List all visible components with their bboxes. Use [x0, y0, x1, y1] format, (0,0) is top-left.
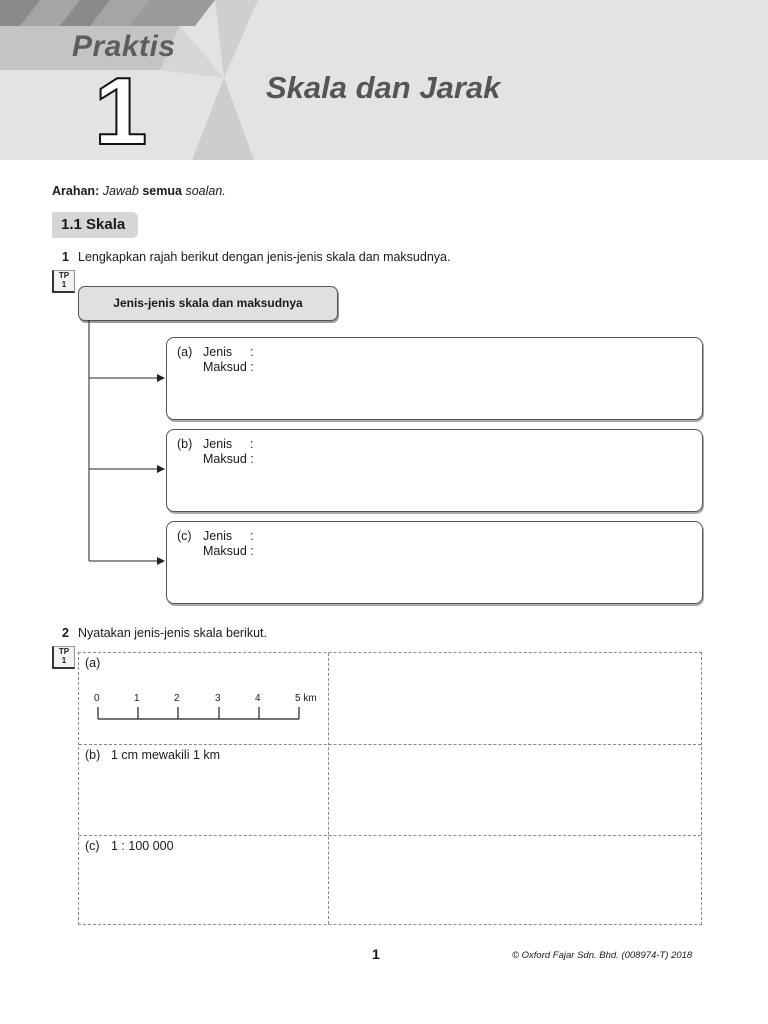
- jenis-label: Jenis: [203, 437, 233, 451]
- tp-badge-1: [52, 270, 75, 293]
- answer-box-label: (b): [177, 437, 193, 451]
- row-label-b: (b): [85, 748, 101, 762]
- answer-box-b[interactable]: [166, 429, 703, 512]
- row-value-b: 1 cm mewakili 1 km: [111, 748, 221, 762]
- copyright-notice: © Oxford Fajar Sdn. Bhd. (008974-T) 2018: [512, 950, 693, 961]
- answer-box-label: (a): [177, 345, 193, 359]
- chapter-banner: [0, 0, 768, 160]
- scale-tick-label: 0: [94, 693, 100, 704]
- maksud-label: Maksud :: [203, 544, 254, 558]
- practice-label: Praktis: [72, 30, 176, 63]
- chapter-title: Skala dan Jarak: [266, 70, 501, 105]
- question-2-number: 2: [62, 626, 69, 640]
- diagram-heading-box: [78, 286, 338, 321]
- scale-tick-label: 2: [174, 693, 180, 704]
- tp-badge-1-level: 1: [61, 280, 67, 289]
- tp-badge-1-label: TP: [58, 271, 70, 280]
- question-1-text: Lengkapkan rajah berikut dengan jenis-jenis skala dan maksudnya.: [78, 250, 451, 264]
- section-title: 1.1 Skala: [61, 216, 126, 233]
- page-number: 1: [372, 946, 380, 962]
- row-label-a: (a): [85, 656, 101, 670]
- answer-box-c[interactable]: [166, 521, 703, 604]
- scale-tick-label: 5 km: [295, 693, 317, 704]
- linear-scale-bar: [79, 653, 319, 733]
- instructions: [52, 184, 226, 198]
- jenis-colon: :: [250, 345, 254, 359]
- maksud-label: Maksud :: [203, 360, 254, 374]
- jenis-colon: :: [250, 437, 254, 451]
- scale-tick-label: 4: [255, 693, 261, 704]
- instructions-emph: semua: [142, 184, 182, 198]
- diagram-heading: Jenis-jenis skala dan maksudnya: [113, 296, 303, 310]
- row-value-c: 1 : 100 000: [111, 839, 174, 853]
- question-2-text: Nyatakan jenis-jenis skala berikut.: [78, 626, 267, 640]
- tp-badge-2-level: 1: [61, 656, 67, 665]
- tp-badge-2-label: TP: [58, 647, 70, 656]
- scale-tick-label: 1: [134, 693, 140, 704]
- jenis-colon: :: [250, 529, 254, 543]
- answer-box-label: (c): [177, 529, 192, 543]
- answer-box-a[interactable]: [166, 337, 703, 420]
- answer-cell-a[interactable]: [329, 653, 701, 744]
- instructions-verb: Jawab: [102, 184, 139, 198]
- practice-number: 1: [94, 58, 148, 160]
- jenis-label: Jenis: [203, 529, 233, 543]
- question-1-number: 1: [62, 250, 69, 264]
- instructions-tail: soalan.: [185, 184, 226, 198]
- maksud-label: Maksud :: [203, 452, 254, 466]
- answer-cell-c[interactable]: [329, 836, 701, 924]
- instructions-prefix: Arahan:: [52, 184, 100, 198]
- scale-tick-label: 3: [215, 693, 221, 704]
- row-label-c: (c): [85, 839, 100, 853]
- scale-table: [78, 652, 702, 925]
- answer-cell-b[interactable]: [329, 745, 701, 835]
- tp-badge-2: [52, 646, 75, 669]
- jenis-label: Jenis: [203, 345, 233, 359]
